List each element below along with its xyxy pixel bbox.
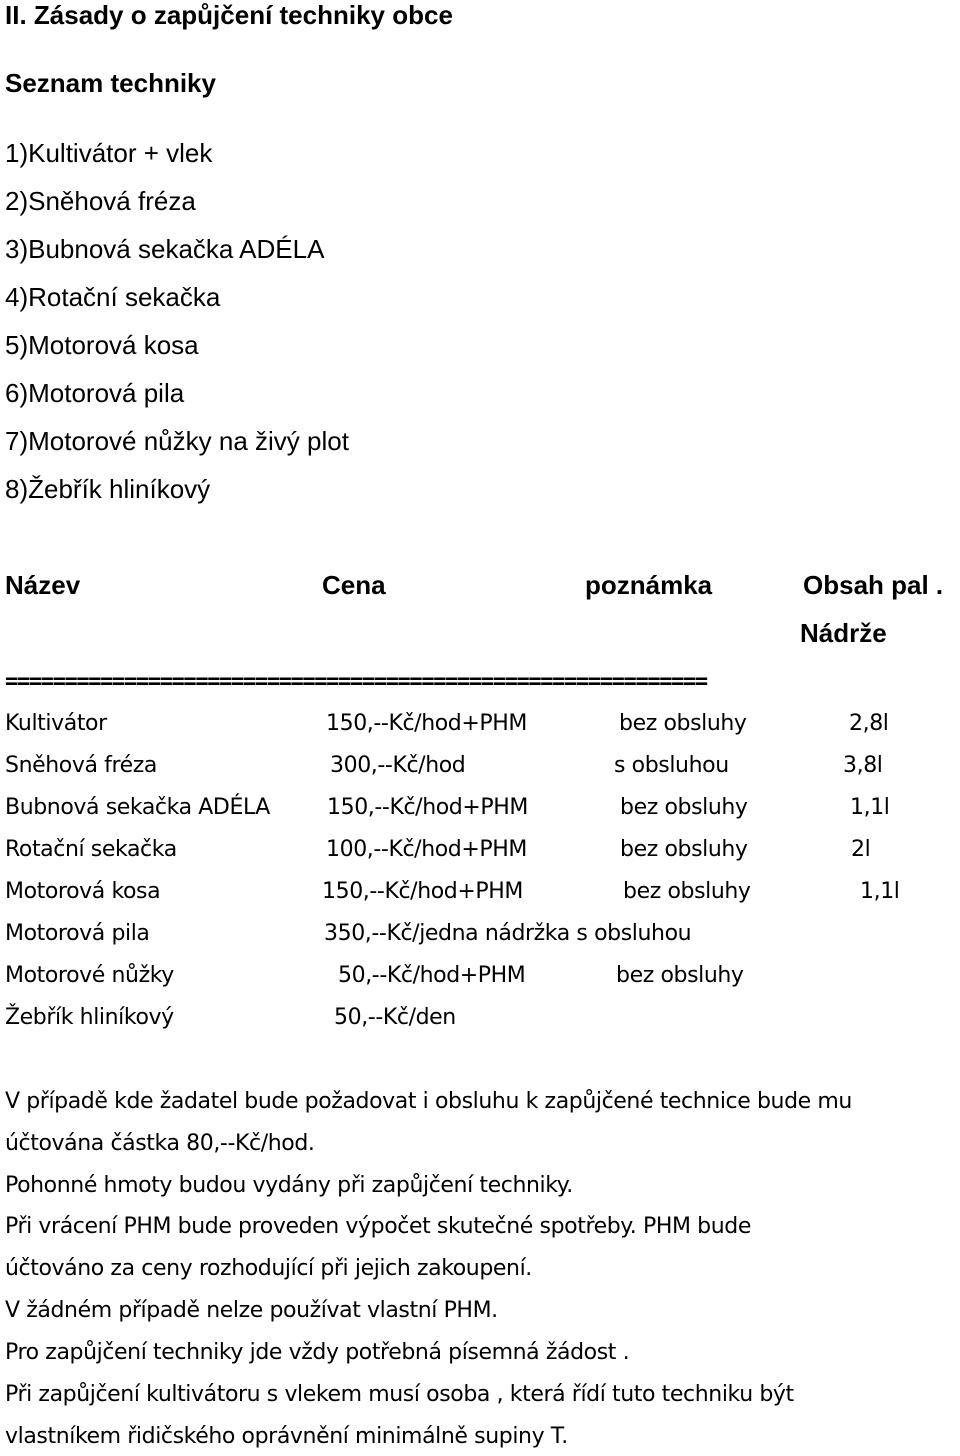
paragraph-line: Pro zapůjčení techniky jde vždy potřebná písemná žádost . (5, 1340, 630, 1365)
row-price: 150,--Kč/hod+PHM (322, 879, 523, 904)
row-note: bez obsluhy (619, 711, 747, 736)
row-name: Bubnová sekačka ADÉLA (5, 795, 270, 820)
row-price: 50,--Kč/hod+PHM (338, 963, 526, 988)
header-note: poznámka (585, 570, 713, 600)
row-note: bez obsluhy (616, 963, 744, 988)
section-title: II. Zásady o zapůjčení techniky obce (5, 0, 453, 30)
row-tank: 2l (851, 837, 871, 862)
paragraph-line: V žádném případě nelze používat vlastní PHM. (5, 1298, 498, 1323)
row-name: Sněhová fréza (5, 753, 158, 778)
row-name: Motorová kosa (5, 879, 161, 904)
row-note: bez obsluhy (620, 795, 748, 820)
list-item: 8)Žebřík hliníkový (5, 474, 211, 504)
row-note: s obsluhou (614, 753, 729, 778)
list-item: 7)Motorové nůžky na živý plot (5, 426, 349, 456)
row-note: bez obsluhy (620, 837, 748, 862)
paragraph-line: Pohonné hmoty budou vydány při zapůjčení techniky. (5, 1173, 573, 1198)
row-price: 150,--Kč/hod+PHM (326, 711, 527, 736)
row-price: 100,--Kč/hod+PHM (326, 837, 527, 862)
row-price: 350,--Kč/jedna nádržka s obsluhou (324, 921, 692, 946)
header-name: Název (5, 570, 81, 600)
row-tank: 1,1l (860, 879, 900, 904)
row-name: Rotační sekačka (5, 837, 177, 862)
list-item: 6)Motorová pila (5, 378, 185, 408)
list-title: Seznam techniky (5, 68, 216, 98)
row-name: Motorové nůžky (5, 963, 174, 988)
row-note: bez obsluhy (623, 879, 751, 904)
paragraph-line: účtováno za ceny rozhodující při jejich zakoupení. (5, 1256, 532, 1281)
header-tank-line2: Nádrže (800, 618, 887, 648)
paragraph-line: Při vrácení PHM bude proveden výpočet skutečné spotřeby. PHM bude (5, 1214, 751, 1239)
row-tank: 2,8l (849, 711, 889, 736)
row-name: Žebřík hliníkový (5, 1005, 174, 1030)
row-tank: 1,1l (850, 795, 890, 820)
list-item: 1)Kultivátor + vlek (5, 138, 213, 168)
row-name: Motorová pila (5, 921, 150, 946)
row-name: Kultivátor (5, 711, 107, 736)
paragraph-line: V případě kde žadatel bude požadovat i obsluhu k zapůjčené technice bude mu (5, 1089, 852, 1114)
paragraph-line: Při zapůjčení kultivátoru s vlekem musí osoba , která řídí tuto techniku být (5, 1382, 794, 1407)
row-tank: 3,8l (843, 753, 883, 778)
list-item: 4)Rotační sekačka (5, 282, 221, 312)
header-tank: Obsah pal . (803, 570, 944, 600)
row-price: 50,--Kč/den (334, 1005, 456, 1030)
header-price: Cena (322, 570, 386, 600)
separator-line: =========================================================== (5, 669, 707, 694)
list-item: 5)Motorová kosa (5, 330, 199, 360)
row-price: 300,--Kč/hod (330, 753, 466, 778)
paragraph-line: vlastníkem řidičského oprávnění minimálně supiny T. (5, 1424, 568, 1449)
list-item: 2)Sněhová fréza (5, 186, 196, 216)
row-price: 150,--Kč/hod+PHM (327, 795, 528, 820)
paragraph-line: účtována částka 80,--Kč/hod. (5, 1131, 315, 1156)
list-item: 3)Bubnová sekačka ADÉLA (5, 234, 325, 264)
